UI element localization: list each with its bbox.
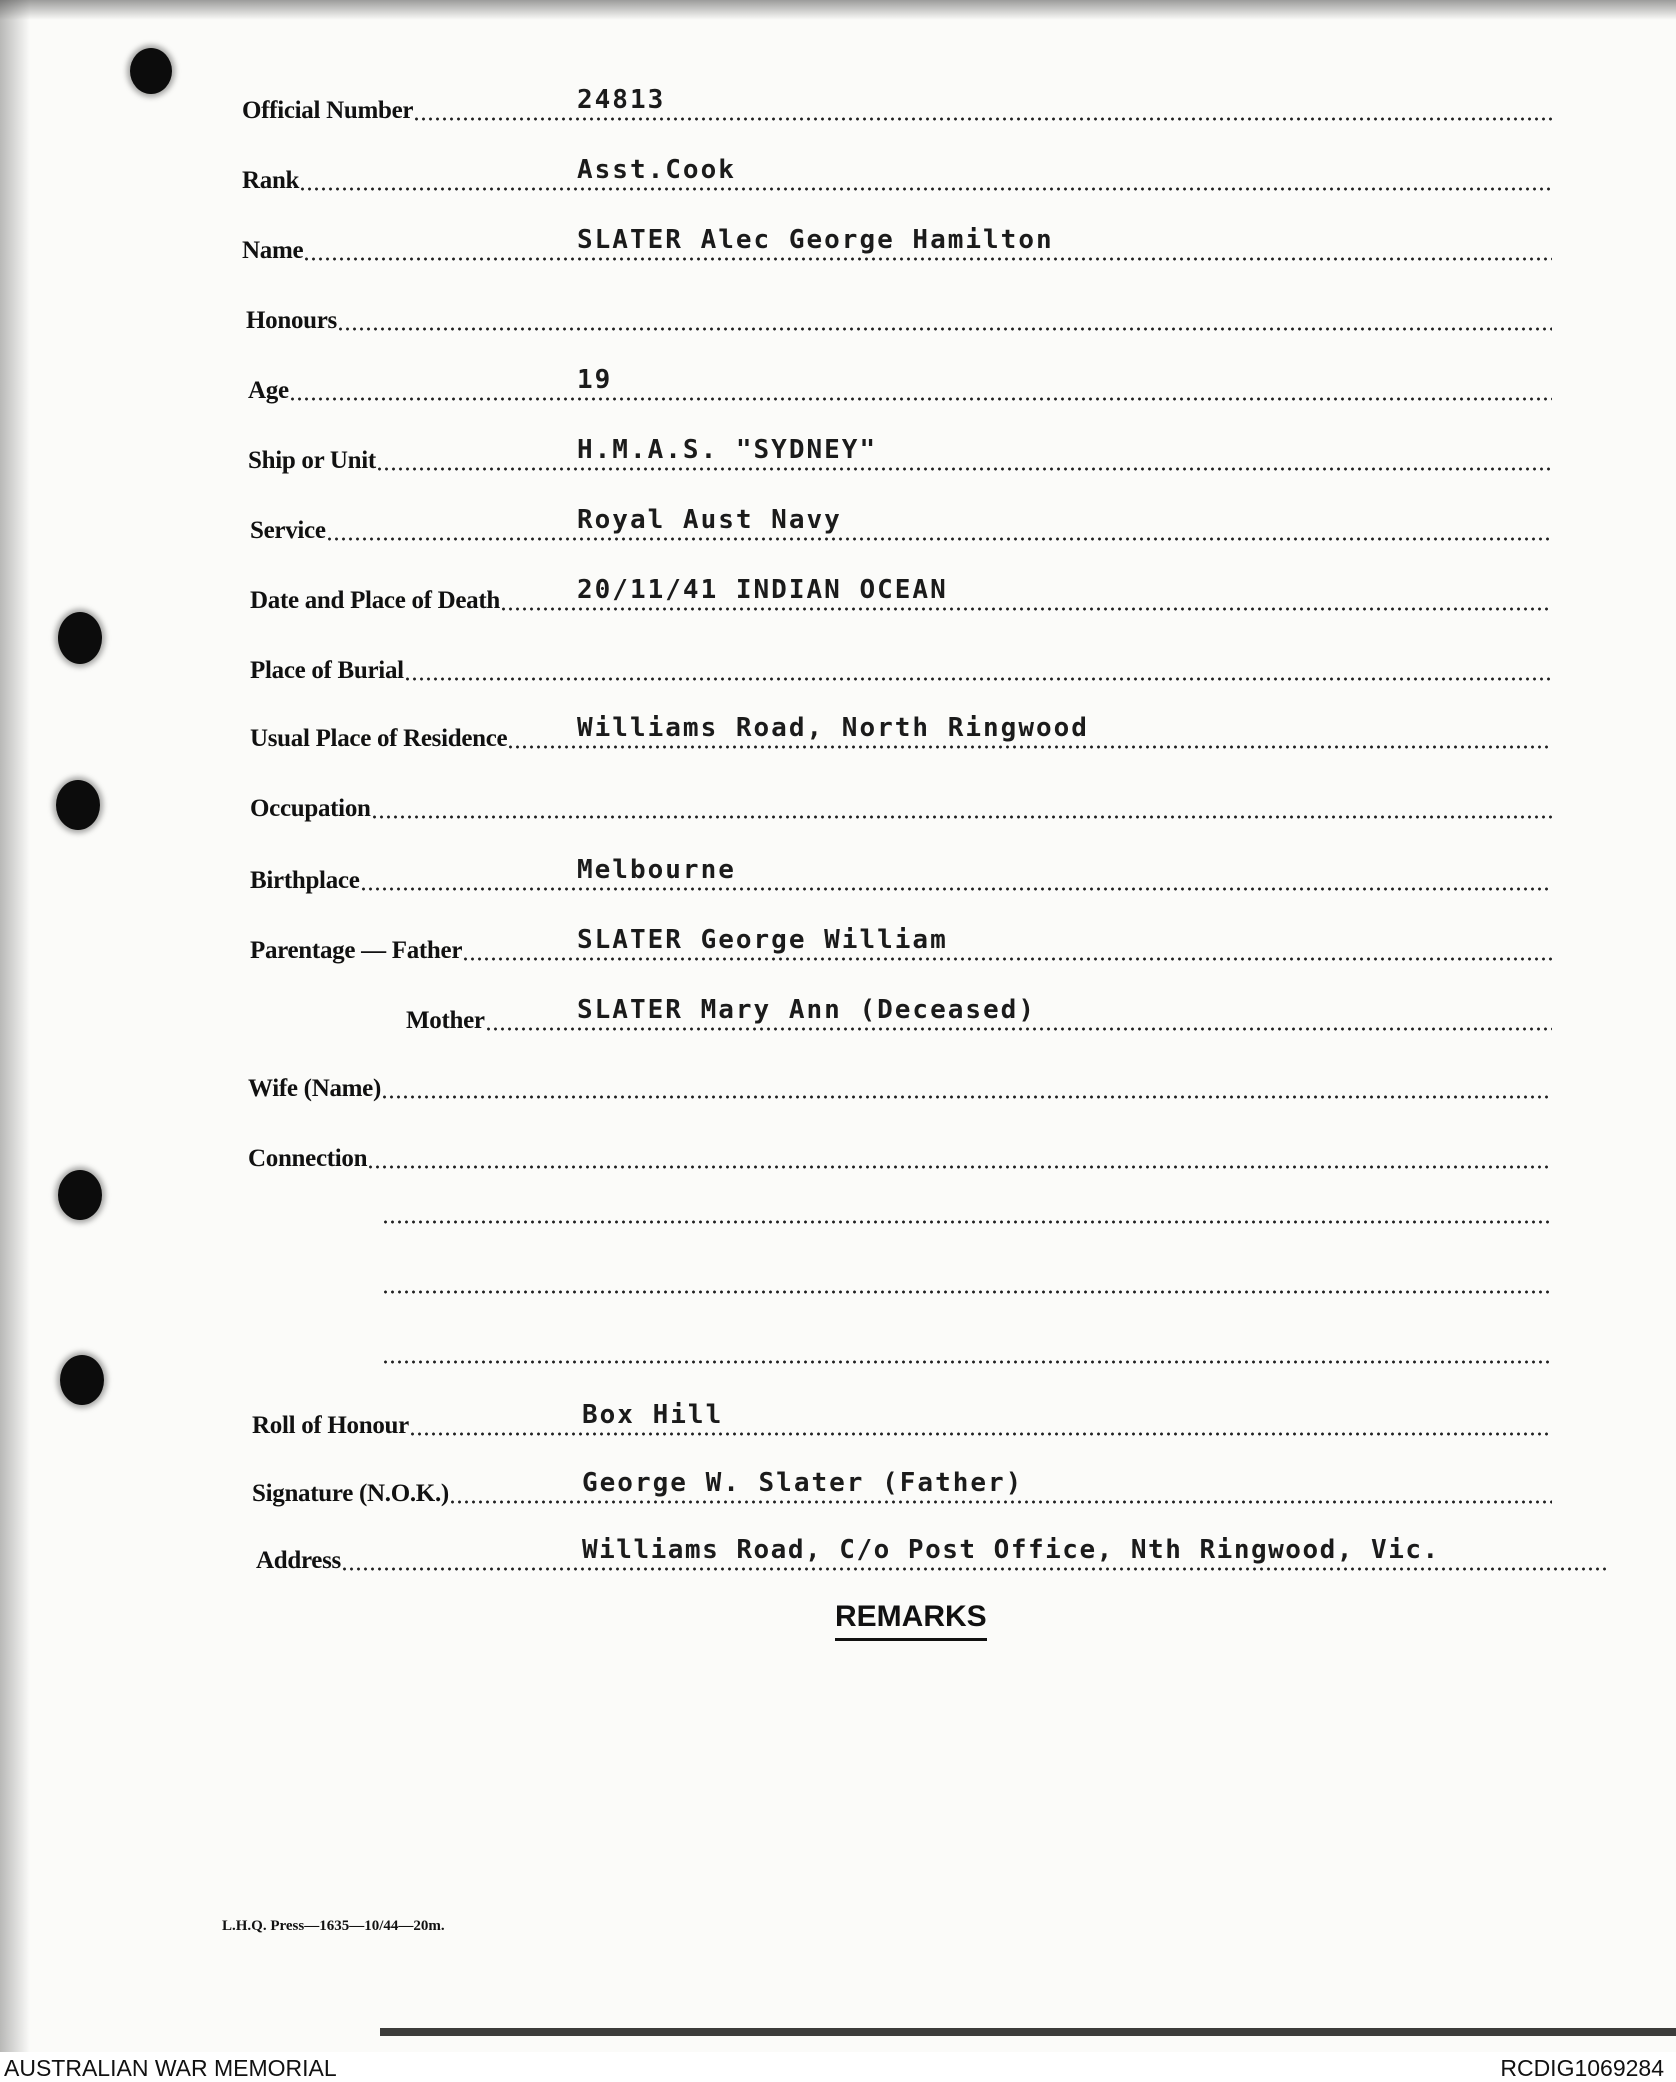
field-rank [242,155,1552,199]
leader-dots [371,815,1552,819]
leader-dots [409,1432,1552,1436]
field-label: Address [256,1547,341,1574]
leader-dots [326,537,1552,541]
field-occupation [250,783,1552,827]
field-label: Place of Burial [250,657,404,684]
field-label: Parentage — Father [250,937,463,964]
leader-dots [337,327,1552,331]
field-father [250,925,1552,969]
field-label: Name [242,237,304,264]
punch-hole [130,48,172,94]
leader-dots [360,887,1553,891]
field-age [248,365,1552,409]
field-value: SLATER George William [577,925,948,955]
scan-edge-top [0,0,1676,20]
leader-dots [485,1027,1552,1031]
field-label: Roll of Honour [252,1412,409,1439]
field-value: 24813 [577,85,666,115]
field-label: Service [250,517,326,544]
field-value: Box Hill [582,1400,724,1430]
field-value: 19 [577,365,613,395]
leader-dots [381,1095,1552,1099]
punch-hole [56,780,100,830]
punch-hole [60,1355,104,1405]
leader-dots [500,607,1552,611]
field-official-number [242,85,1552,129]
field-honours [246,295,1552,339]
archive-footer [0,2052,1676,2082]
leader-dots [413,117,1552,121]
field-label: Usual Place of Residence [250,725,508,752]
field-label: Rank [242,167,300,194]
record-id: RCDIG1069284 [1500,2055,1664,2081]
field-label: Ship or Unit [248,447,376,474]
field-birthplace [250,855,1552,899]
field-name [242,225,1552,269]
field-value: Williams Road, North Ringwood [577,713,1089,743]
archive-name: AUSTRALIAN WAR MEMORIAL [4,2055,337,2081]
field-label: Signature (N.O.K.) [252,1480,449,1507]
field-roll-of-honour [252,1400,1552,1444]
field-value: Royal Aust Navy [577,505,842,535]
field-mother [406,995,1552,1039]
punch-hole [58,612,102,664]
field-service [250,505,1552,549]
field-label: Honours [246,307,337,334]
field-label: Connection [248,1145,368,1172]
leader-dots [449,1500,1552,1504]
field-place-of-burial [250,645,1552,689]
leader-dots [299,187,1552,191]
field-label: Mother [406,1007,485,1034]
field-wife [248,1063,1552,1107]
leader-dots [289,397,1552,401]
field-value: George W. Slater (Father) [582,1468,1024,1498]
field-label: Official Number [242,97,414,124]
field-value: Asst.Cook [577,155,736,185]
field-value: Melbourne [577,855,736,885]
leader-dots [376,467,1552,471]
leader-dots [462,957,1552,961]
leader-dots [507,745,1552,749]
leader-dots [303,257,1552,261]
field-value: 20/11/41 INDIAN OCEAN [577,575,948,605]
field-ship-or-unit [248,435,1552,479]
field-label: Wife (Name) [248,1075,381,1102]
leader-dots [341,1567,1606,1571]
field-address [256,1535,1606,1579]
field-value: Williams Road, C/o Post Office, Nth Ringwood, Vic. [582,1535,1440,1565]
field-label: Date and Place of Death [250,587,500,614]
punch-hole [58,1170,102,1220]
field-value: SLATER Alec George Hamilton [577,225,1054,255]
printer-mark: L.H.Q. Press—1635—10/44—20m. [222,1918,445,1934]
field-connection [248,1133,1552,1177]
field-usual-residence [250,713,1552,757]
connection-line [382,1220,1552,1224]
field-label: Birthplace [250,867,360,894]
leader-dots [404,677,1552,681]
connection-line [382,1290,1552,1294]
field-date-place-of-death [250,575,1552,619]
field-label: Age [248,377,289,404]
leader-dots [367,1165,1552,1169]
field-value: H.M.A.S. "SYDNEY" [577,435,878,465]
scan-edge-bottom [380,2028,1676,2036]
field-signature-nok [252,1468,1552,1512]
remarks-heading: REMARKS [835,1600,987,1641]
field-value: SLATER Mary Ann (Deceased) [577,995,1036,1025]
field-label: Occupation [250,795,371,822]
scan-edge-left [0,0,30,2052]
connection-line [382,1360,1552,1364]
